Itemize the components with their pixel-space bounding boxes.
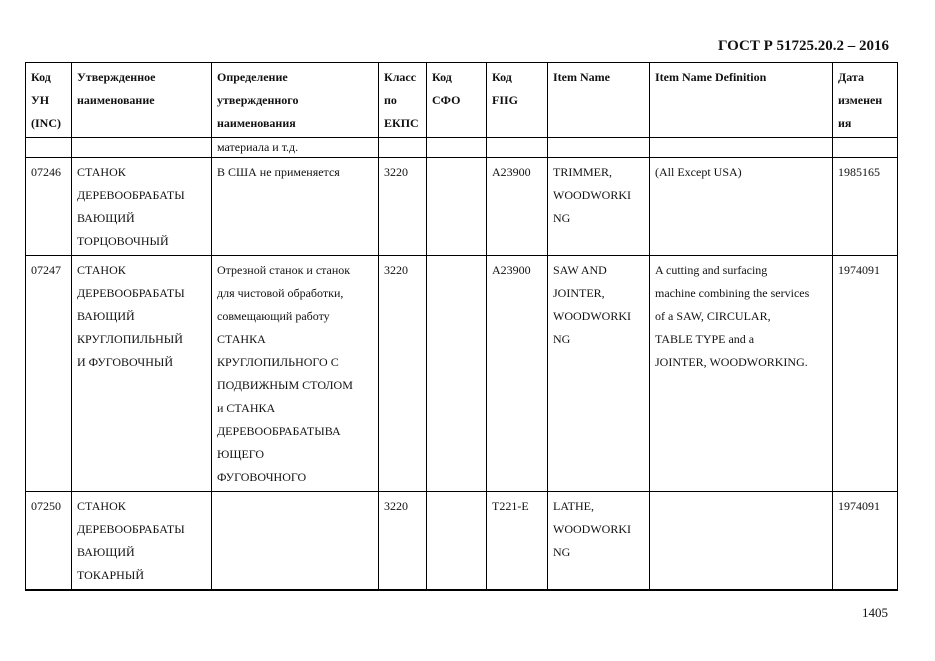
column-header-definition: Определение утвержденного наименования [212, 63, 379, 138]
table-cell: СТАНОК ДЕРЕВООБРАБАТЫ ВАЮЩИЙ ТОРЦОВОЧНЫЙ [72, 158, 212, 256]
table-cell: СТАНОК ДЕРЕВООБРАБАТЫ ВАЮЩИЙ ТОКАРНЫЙ [72, 492, 212, 591]
table-cell: 07247 [26, 256, 72, 492]
table-cell: LATHE, WOODWORKI NG [548, 492, 650, 591]
column-header-item-name: Item Name [548, 63, 650, 138]
table-cell [548, 138, 650, 158]
table-cell [427, 158, 487, 256]
table-cell: T221-E [487, 492, 548, 591]
table-cell [427, 256, 487, 492]
table-cell [650, 138, 833, 158]
table-cell: A cutting and surfacing machine combining the services of a SAW, CIRCULAR, TABLE TYPE and a JOINTER, WOODWORKING. [650, 256, 833, 492]
column-header-item-definition: Item Name Definition [650, 63, 833, 138]
table-row [26, 256, 898, 492]
table-cell: Отрезной станок и станок для чистовой обработки, совмещающий работу СТАНКА КРУГЛОПИЛЬНОГО С ПОДВИЖНЫМ СТОЛОМ и СТАНКА ДЕРЕВООБРАБАТЫВА ЮЩЕГО ФУГОВОЧНОГО [212, 256, 379, 492]
column-header-inc: Код УН (INC) [26, 63, 72, 138]
table-cell: SAW AND JOINTER, WOODWORKI NG [548, 256, 650, 492]
classification-table [25, 62, 898, 591]
table-cell [379, 138, 427, 158]
table-cell [650, 492, 833, 591]
table-cell [26, 138, 72, 158]
header-row [26, 63, 898, 138]
table-cell: 3220 [379, 158, 427, 256]
column-header-change-date: Дата изменен ия [833, 63, 898, 138]
table-cell: 1974091 [833, 492, 898, 591]
table-cell [427, 138, 487, 158]
table-cell: 07250 [26, 492, 72, 591]
table-cell: 3220 [379, 256, 427, 492]
table-cell [427, 492, 487, 591]
table-cell: 3220 [379, 492, 427, 591]
table-cell [212, 492, 379, 591]
table-cell [833, 138, 898, 158]
table-cell: 1974091 [833, 256, 898, 492]
table-cell: TRIMMER, WOODWORKI NG [548, 158, 650, 256]
column-header-approved-name: Утвержденное наименование [72, 63, 212, 138]
table-cell: 07246 [26, 158, 72, 256]
column-header-sfo: Код СФО [427, 63, 487, 138]
table-cell: A23900 [487, 256, 548, 492]
table-cell: СТАНОК ДЕРЕВООБРАБАТЫ ВАЮЩИЙ КРУГЛОПИЛЬНЫЙ И ФУГОВОЧНЫЙ [72, 256, 212, 492]
table-row [26, 158, 898, 256]
document-header: ГОСТ Р 51725.20.2 – 2016 [717, 38, 889, 54]
continuation-row [26, 138, 898, 158]
table-cell [72, 138, 212, 158]
table-cell: В США не применяется [212, 158, 379, 256]
table-cell: (All Except USA) [650, 158, 833, 256]
page-number: 1405 [862, 605, 888, 620]
column-header-fiig: Код FIIG [487, 63, 548, 138]
table-cell: 1985165 [833, 158, 898, 256]
table-cell: A23900 [487, 158, 548, 256]
table-row [26, 492, 898, 591]
table-cell [487, 138, 548, 158]
table-cell: материала и т.д. [212, 138, 379, 158]
column-header-class: Класс по ЕКПС [379, 63, 427, 138]
